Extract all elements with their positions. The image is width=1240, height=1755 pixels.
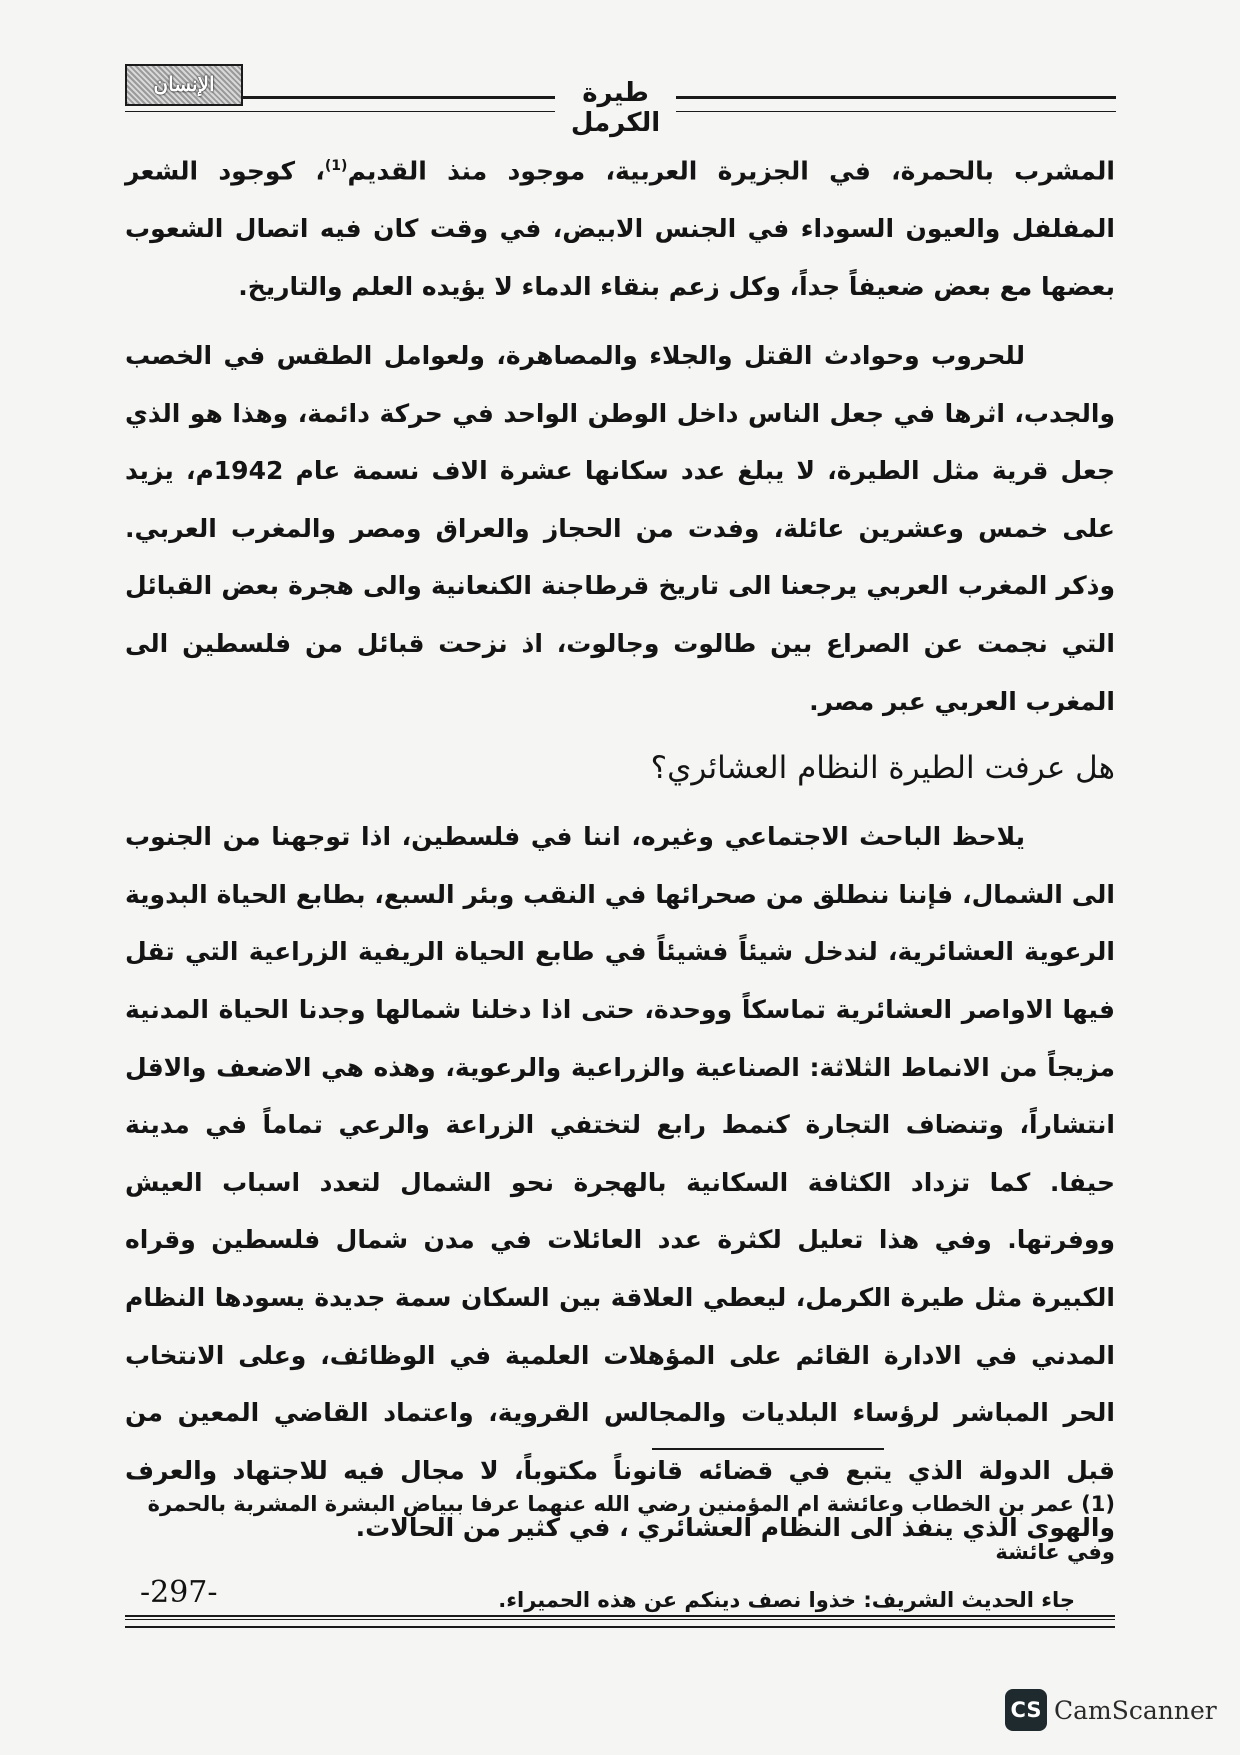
footnote-line-1: (1) عمر بن الخطاب وعائشة ام المؤمنين رضي الله عنهما عرفا ببياض البشرة المشربة بالحمرة وفي عائشة [147, 1492, 1115, 1564]
paragraph-3-text: يلاحظ الباحث الاجتماعي وغيره، اننا في فلسطين، اذا توجهنا من الجنوب الى الشمال، فإننا ننطلق من صحرائها في النقب وبئر السبع، بطابع الحياة البدوية الرعوية العشائرية، لندخل شيئاً فشيئاً في طابع الحياة الريفية الزراعية التي تقل فيها الاواصر العشائرية تماسكاً ووحدة، حتى اذا دخلنا شمالها وجدنا الحياة المدنية مزيجاً من الانماط الثلاثة: الصناعية والزراعية والرعوية، وهذه هي الاضعف والاقل انتشاراً، وتنضاف التجارة كنمط رابع لتختفي الزراعة والرعي تماماً في مدينة حيفا. كما تزداد الكثافة السكانية بالهجرة نحو الشمال لتعدد اسباب العيش ووفرتها. وفي هذا تعليل لكثرة عدد العائلات في مدن شمال فلسطين وقراه الكبيرة مثل طيرة الكرمل، ليعطي العلاقة بين السكان سمة جديدة يسودها النظام المدني في الادارة القائم على المؤهلات العلمية في الوظائف، وعلى الانتخاب الحر المباشر لرؤساء البلديات والمجالس القروية، واعتماد القاضي المعين من قبل الدولة الذي يتبع في قضائه قانوناً مكتوباً، لا مجال فيه للاجتهاد والعرف والهوى الذي ينفذ الى النظام العشائري ، في كثير من الحالات. [125, 822, 1115, 1543]
footnote-separator [652, 1448, 884, 1450]
paragraph-2-text: للحروب وحوادث القتل والجلاء والمصاهرة، ولعوامل الطقس في الخصب والجدب، اثرها في جعل الناس داخل الوطن الواحد في حركة دائمة، وهذا هو الذي جعل قرية مثل الطيرة، لا يبلغ عدد سكانها عشرة الاف نسمة عام 1942م، يزيد على خمس وعشرين عائلة، وفدت من الحجاز والعراق ومصر والمغرب العربي. وذكر المغرب العربي يرجعنا الى تاريخ قرطاجنة الكنعانية والى هجرة بعض القبائل التي نجمت عن الصراع بين طالوت وجالوت، اذ نزحت قبائل من فلسطين الى المغرب العربي عبر مصر. [125, 341, 1115, 716]
camscanner-logo-icon [1005, 1689, 1047, 1731]
footnote-line-2: جاء الحديث الشريف: خذوا نصف دينكم عن هذه الحميراء. [498, 1588, 1075, 1612]
header-rule-right [676, 96, 1116, 112]
footnote-reference: (1) [324, 158, 348, 174]
paragraph-2 [125, 327, 1115, 730]
camscanner-name: CamScanner [1054, 1695, 1217, 1725]
section-heading: هل عرفت الطيرة النظام العشائري؟ [650, 750, 1115, 787]
paragraph-1-text-end: ، كوجود الشعر المفلفل والعيون السوداء في الجنس الابيض، في وقت كان فيه اتصال الشعوب بعضها مع بعض ضعيفاً جداً، وكل زعم بنقاء الدماء لا يؤيده العلم والتاريخ. [125, 156, 1115, 301]
running-title: طيرة الكرمل [570, 78, 661, 138]
paragraph-1 [125, 138, 1115, 315]
footnote [125, 1480, 1115, 1624]
paragraph-1-text-start: المشرب بالحمرة، في الجزيرة العربية، موجود منذ القديم [347, 156, 1115, 186]
footer-rule-inner [125, 1619, 1115, 1620]
series-emblem [125, 64, 243, 106]
page-content [125, 138, 1115, 1557]
page-number: -297- [140, 1575, 218, 1610]
scanner-watermark [1005, 1689, 1217, 1731]
series-emblem-text: الإنسان [153, 72, 215, 96]
footer-rule [125, 1615, 1115, 1628]
camscanner-logo-text: CS [1010, 1698, 1042, 1722]
paragraph-3 [125, 808, 1115, 1557]
